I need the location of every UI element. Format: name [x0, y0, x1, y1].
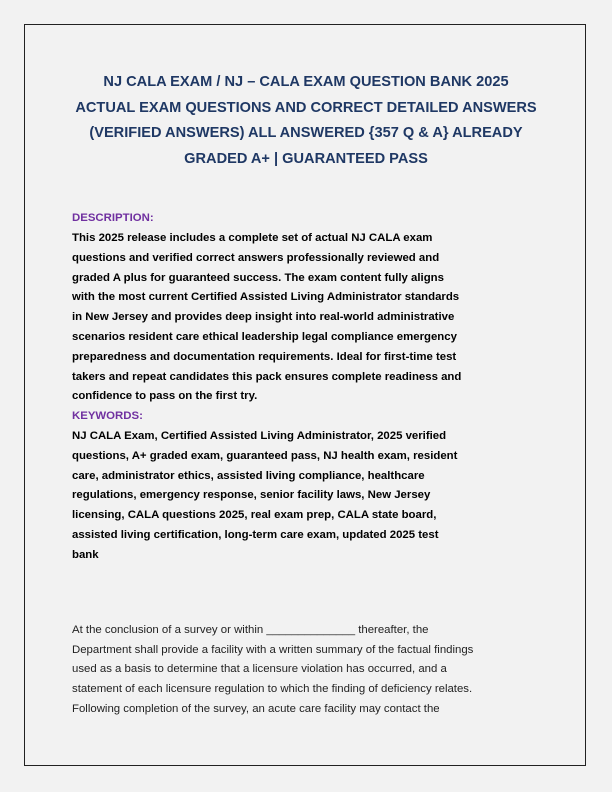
description-line: preparedness and documentation requirements. Ideal for first-time test	[72, 350, 457, 363]
description-line: in New Jersey and provides deep insight into real-world administrative	[72, 311, 455, 324]
question-line: used as a basis to determine that a licensure violation has occurred, and a	[72, 663, 447, 676]
keywords-line: questions, A+ graded exam, guaranteed pass, NJ health exam, resident	[72, 449, 458, 462]
keywords-line: regulations, emergency response, senior facility laws, New Jersey	[72, 489, 431, 502]
question-text	[72, 621, 473, 720]
keywords-text	[72, 427, 457, 566]
keywords-label: KEYWORDS:	[72, 410, 143, 422]
description-line: scenarios resident care ethical leadership legal compliance emergency	[72, 330, 457, 343]
description-line: confidence to pass on the first try.	[72, 390, 258, 403]
description-text	[72, 229, 461, 407]
title-line: NJ CALA EXAM / NJ – CALA EXAM QUESTION BANK 2025	[103, 74, 509, 90]
keywords-line: bank	[72, 548, 99, 561]
keywords-line: assisted living certification, long-term care exam, updated 2025 test	[72, 528, 439, 541]
description-line: takers and repeat candidates this pack ensures complete readiness and	[72, 370, 462, 383]
description-line: with the most current Certified Assisted Living Administrator standards	[72, 291, 460, 304]
keywords-line: licensing, CALA questions 2025, real exam prep, CALA state board,	[72, 509, 437, 522]
keywords-line: care, administrator ethics, assisted living compliance, healthcare	[72, 469, 425, 482]
description-line: This 2025 release includes a complete set of actual NJ CALA exam	[72, 232, 433, 244]
document-title	[60, 70, 552, 172]
question-line: Following completion of the survey, an acute care facility may contact the	[72, 702, 440, 715]
question-line: statement of each licensure regulation to which the finding of deficiency relates.	[72, 683, 473, 696]
description-label: DESCRIPTION:	[72, 212, 154, 224]
description-line: graded A plus for guaranteed success. The exam content fully aligns	[72, 271, 444, 284]
question-line: Department shall provide a facility with a written summary of the factual findings	[72, 643, 474, 656]
title-line: GRADED A+ | GUARANTEED PASS	[184, 150, 428, 167]
description-line: questions and verified correct answers professionally reviewed and	[72, 251, 440, 264]
question-line: At the conclusion of a survey or within ______________ thereafter, the	[72, 624, 429, 636]
title-line: (VERIFIED ANSWERS) ALL ANSWERED {357 Q & A} ALREADY	[89, 125, 523, 141]
keywords-line: NJ CALA Exam, Certified Assisted Living Administrator, 2025 verified	[72, 430, 447, 442]
title-line: ACTUAL EXAM QUESTIONS AND CORRECT DETAILED ANSWERS	[75, 99, 537, 116]
